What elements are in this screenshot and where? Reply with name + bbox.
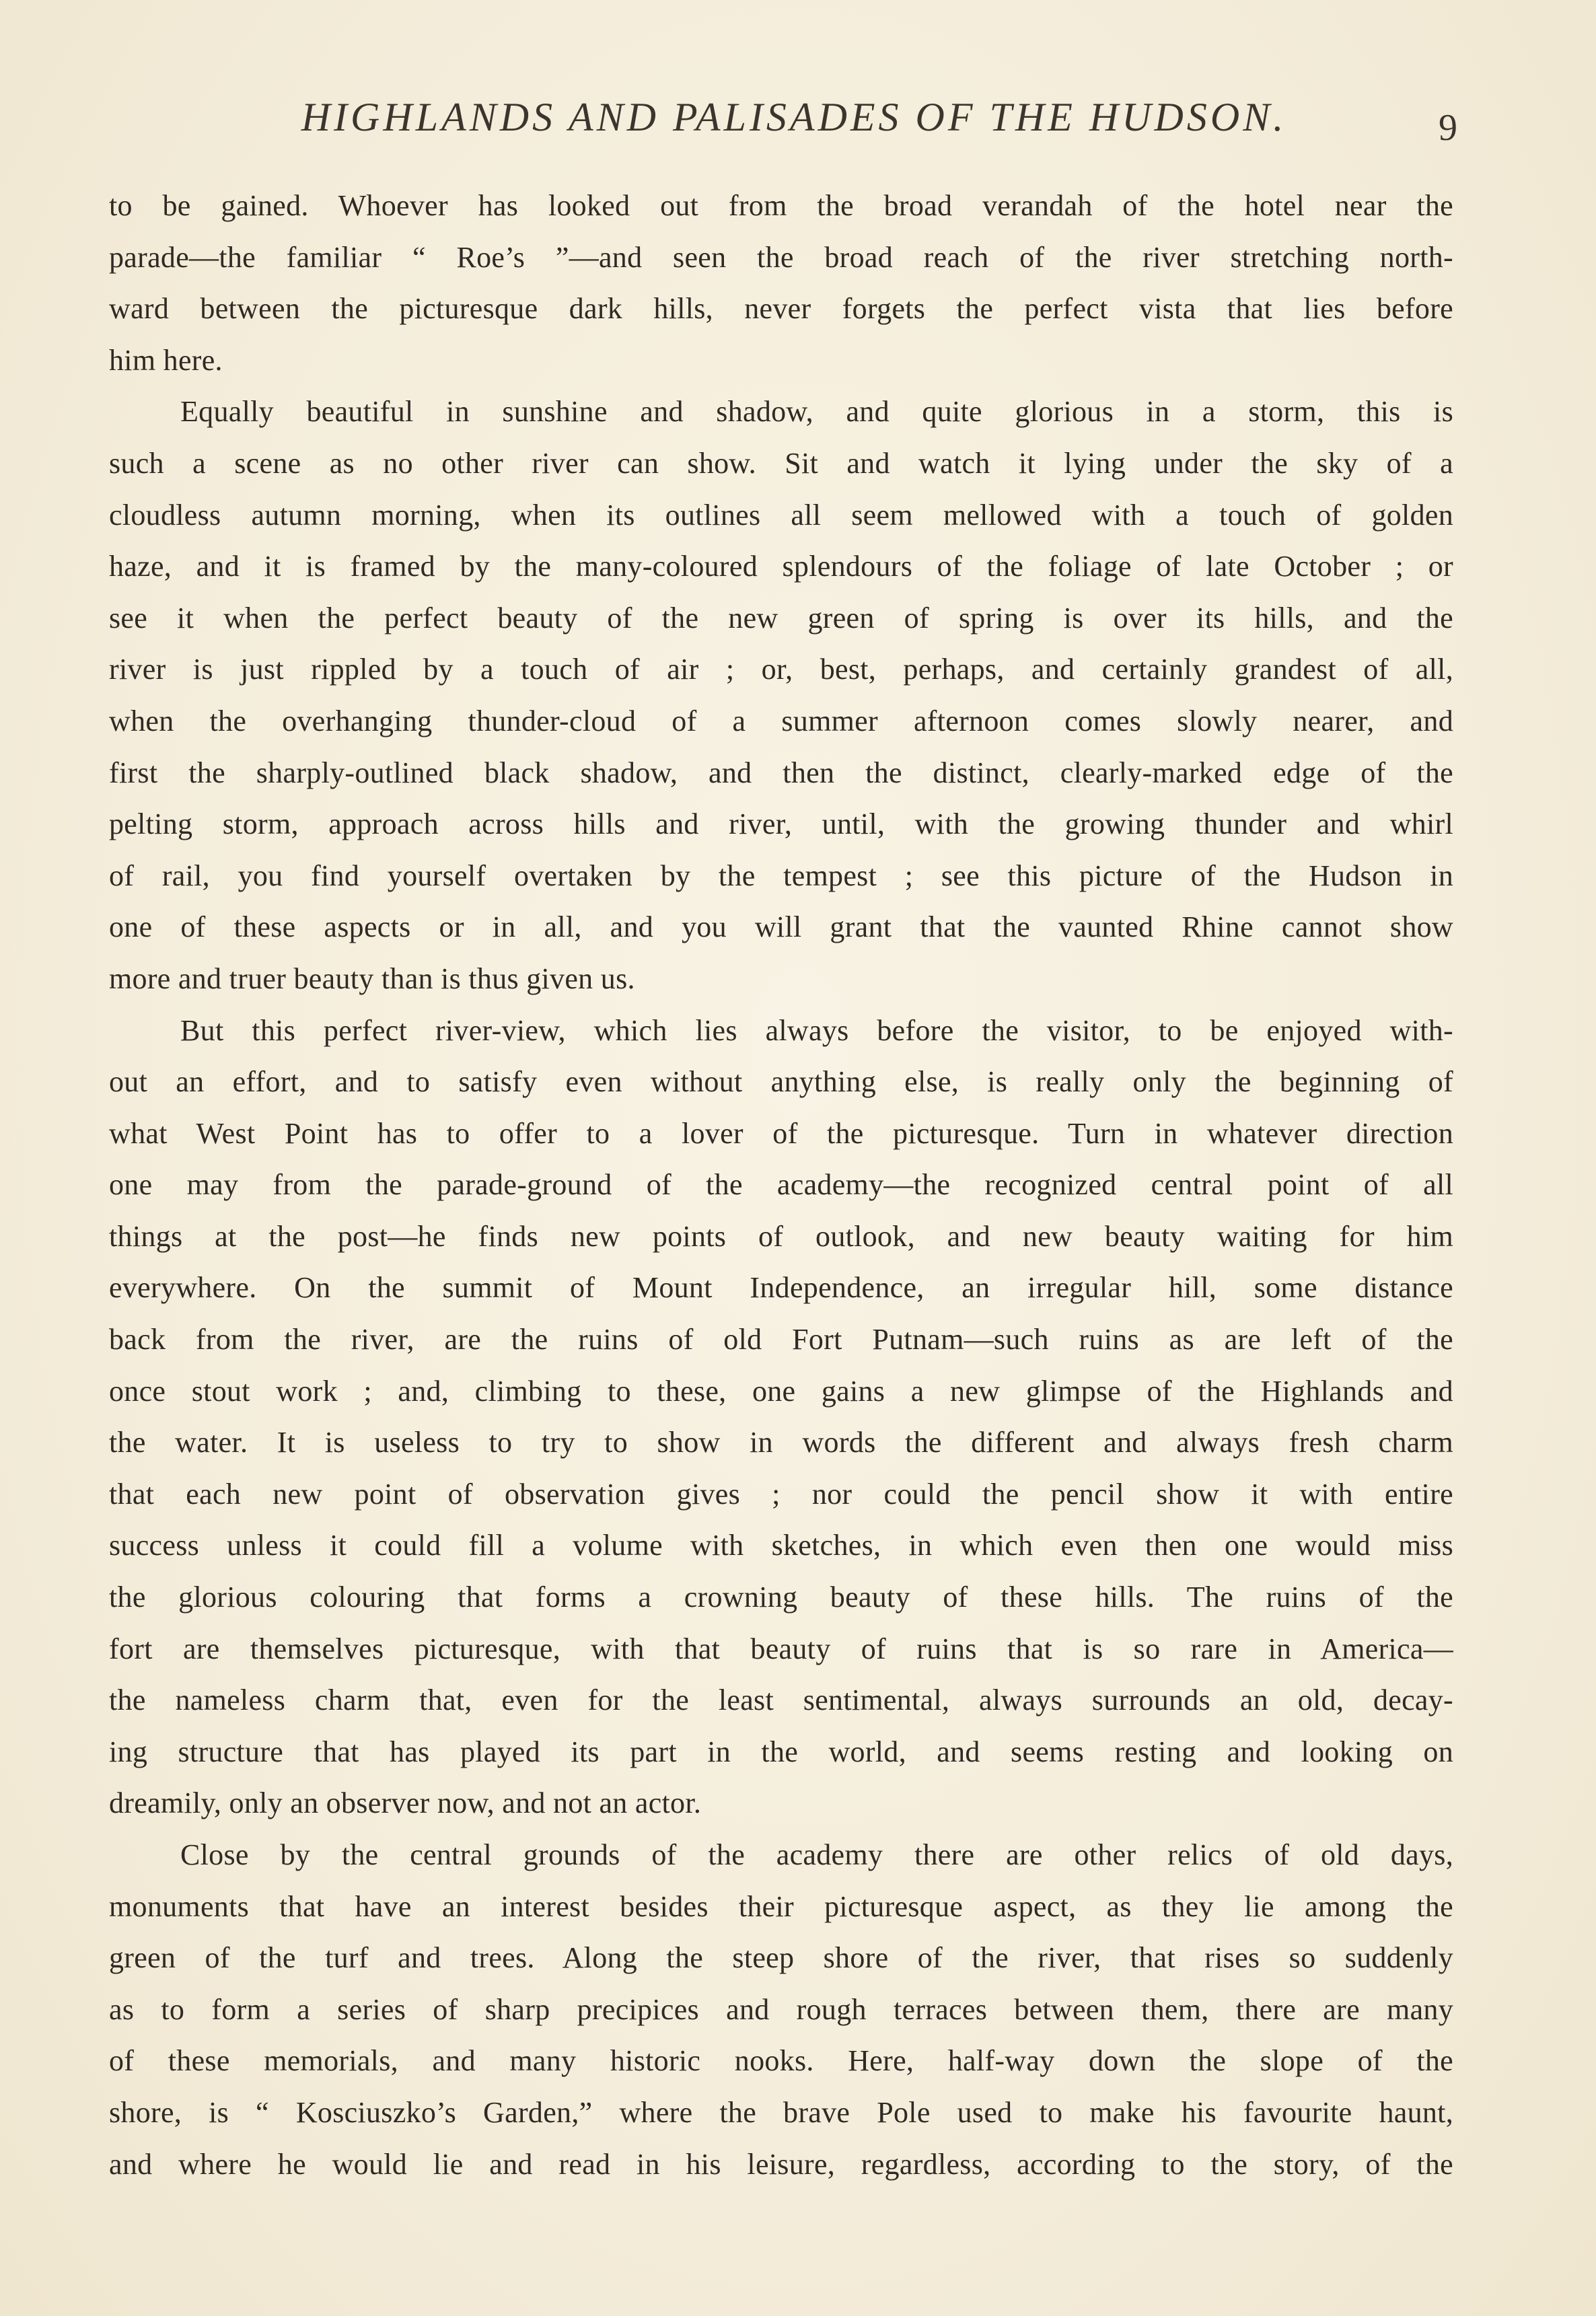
page-number: 9 [1439, 107, 1457, 149]
text-line: of rail, you find yourself overtaken by the tempest ; see this picture of the Hudson in [109, 859, 1453, 892]
text-line: parade—the familiar “ Roe’s ”—and seen the broad reach of the river stretching north- [109, 240, 1453, 274]
text-line: to be gained. Whoever has looked out from the broad verandah of the hotel near the [109, 189, 1453, 222]
text-line: once stout work ; and, climbing to these, one gains a new glimpse of the Highlands and [109, 1374, 1453, 1408]
text-line: what West Point has to offer to a lover of the picturesque. Turn in whatever direction [109, 1116, 1453, 1150]
text-line: ward between the picturesque dark hills, never forgets the perfect vista that lies before [109, 292, 1453, 326]
text-line: cloudless autumn morning, when its outlines all seem mellowed with a touch of golden [109, 498, 1453, 532]
text-line: success unless it could fill a volume with sketches, in which even then one would miss [109, 1529, 1453, 1562]
running-head: HIGHLANDS AND PALISADES OF THE HUDSON. [301, 95, 1287, 139]
text-line: everywhere. On the summit of Mount Independence, an irregular hill, some distance [109, 1271, 1453, 1305]
text-line: shore, is “ Kosciuszko’s Garden,” where the brave Pole used to make his favourite haunt, [109, 2095, 1453, 2129]
text-line: monuments that have an interest besides their picturesque aspect, as they lie among the [109, 1889, 1453, 1923]
text-line: back from the river, are the ruins of old Fort Putnam—such ruins as are left of the [109, 1323, 1453, 1356]
text-line: things at the post—he finds new points of outlook, and new beauty waiting for him [109, 1219, 1453, 1253]
text-line: out an effort, and to satisfy even without anything else, is really only the beginning of [109, 1065, 1453, 1099]
text-line: green of the turf and trees. Along the steep shore of the river, that rises so suddenly [109, 1941, 1453, 1975]
text-line: and where he would lie and read in his leisure, regardless, according to the story, of the [109, 2147, 1453, 2181]
text-line: him here. [109, 343, 223, 377]
text-line: see it when the perfect beauty of the new green of spring is over its hills, and the [109, 601, 1453, 635]
text-line: pelting storm, approach across hills and river, until, with the growing thunder and whirl [109, 807, 1453, 841]
text-line: that each new point of observation gives ; nor could the pencil show it with entire [109, 1477, 1453, 1511]
body-text [109, 180, 1453, 2190]
text-line: the water. It is useless to try to show in words the different and always fresh charm [109, 1426, 1453, 1459]
text-line: when the overhanging thunder-cloud of a summer afternoon comes slowly nearer, and [109, 704, 1453, 737]
text-line: the nameless charm that, even for the least sentimental, always surrounds an old, decay- [109, 1684, 1453, 1717]
text-line: first the sharply-outlined black shadow, and then the distinct, clearly-marked edge of the [109, 756, 1453, 789]
text-line: dreamily, only an observer now, and not an actor. [109, 1786, 702, 1820]
text-line: as to form a series of sharp precipices and rough terraces between them, there are many [109, 1992, 1453, 2026]
text-line: But this perfect river-view, which lies always before the visitor, to be enjoyed with- [180, 1013, 1453, 1047]
text-line: such a scene as no other river can show. Sit and watch it lying under the sky of a [109, 446, 1453, 480]
text-line: one may from the parade-ground of the academy—the recognized central point of all [109, 1168, 1453, 1202]
text-line: Close by the central grounds of the academy there are other relics of old days, [180, 1838, 1453, 1871]
text-line: the glorious colouring that forms a crowning beauty of these hills. The ruins of the [109, 1581, 1453, 1614]
text-line: river is just rippled by a touch of air ; or, best, perhaps, and certainly grandest of all, [109, 653, 1453, 686]
text-line: more and truer beauty than is thus given us. [109, 962, 635, 995]
text-line: Equally beautiful in sunshine and shadow, and quite glorious in a storm, this is [180, 395, 1453, 429]
text-line: fort are themselves picturesque, with that beauty of ruins that is so rare in America— [109, 1632, 1453, 1665]
text-line: of these memorials, and many historic nooks. Here, half-way down the slope of the [109, 2044, 1453, 2078]
text-line: one of these aspects or in all, and you will grant that the vaunted Rhine cannot show [109, 910, 1453, 944]
text-line: haze, and it is framed by the many-coloured splendours of the foliage of late October ; or [109, 550, 1453, 583]
text-line: ing structure that has played its part in the world, and seems resting and looking on [109, 1735, 1453, 1768]
